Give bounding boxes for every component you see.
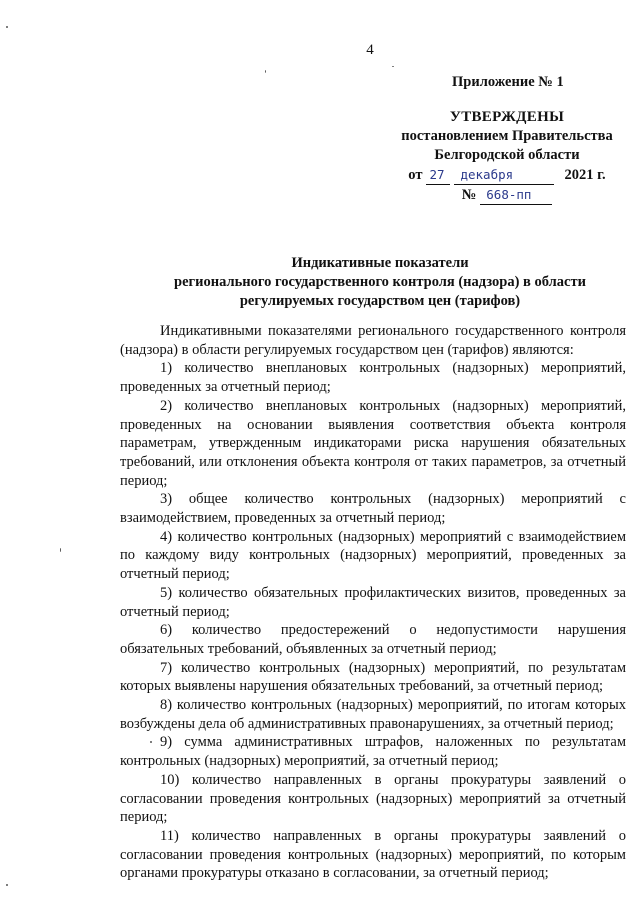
- paragraph: 8) количество контрольных (надзорных) мероприятий, по итогам которых возбуждены дела об административных правонарушениях, за отчетный период;: [120, 697, 626, 732]
- scan-speck: [392, 66, 394, 67]
- paragraph: 6) количество предостережений о недопустимости нарушения обязательных требований, объявленных за отчетный период;: [120, 622, 626, 657]
- scan-speck: [265, 70, 266, 73]
- title-line-3: регулируемых государством цен (тарифов): [239, 293, 521, 309]
- document-title: [120, 254, 640, 311]
- approval-title: УТВЕРЖДЕНЫ: [449, 109, 565, 125]
- approval-block: [384, 108, 630, 205]
- number-prefix: №: [461, 187, 477, 203]
- paragraph: 3) общее количество контрольных (надзорных) мероприятий с взаимодействием, проведенных за отчетный период;: [120, 491, 626, 527]
- scan-speck: [60, 548, 61, 552]
- document-body: [120, 322, 626, 883]
- paragraph: 10) количество направленных в органы прокуратуры заявлений о согласовании проведения контрольных (надзорных) мероприятий за отчетный период;: [120, 771, 626, 826]
- date-year: 2021 г.: [564, 167, 606, 183]
- paragraph: 11) количество направленных в органы прокуратуры заявлений о согласовании проведения контрольных (надзорных) мероприятий, по которым органами прокуратуры отказано в согласовании, за отчетный период;: [120, 827, 626, 882]
- page-number: 4: [366, 42, 374, 58]
- paragraph: 4) количество контрольных (надзорных) мероприятий с взаимодействием по каждому виду контрольных (надзорных) мероприятий, проведенных за отчетный период;: [120, 528, 626, 583]
- title-line-2: регионального государственного контроля (надзора) в области: [174, 274, 586, 290]
- paragraph: 1) количество внеплановых контрольных (надзорных) мероприятий, проведенных за отчетный период;: [120, 360, 626, 396]
- date-day: 27: [426, 165, 450, 185]
- scan-speck: [6, 884, 8, 886]
- appendix-label: Приложение № 1: [452, 74, 564, 90]
- approval-date: [384, 165, 630, 185]
- number-value: 668-пп: [480, 185, 552, 205]
- approval-line-2: Белгородской области: [434, 147, 580, 163]
- date-month: декабря: [454, 165, 554, 185]
- title-line-1: Индикативные показатели: [291, 255, 469, 271]
- paragraph: 7) количество контрольных (надзорных) мероприятий, по результатам которых выявлены нарушения обязательных требований, за отчетный период;: [120, 659, 626, 695]
- paragraph: 9) сумма административных штрафов, наложенных по результатам контрольных (надзорных) мероприятий, за отчетный период;: [120, 734, 626, 770]
- approval-number: [384, 185, 630, 205]
- paragraph: 5) количество обязательных профилактических визитов, проведенных за отчетный период;: [120, 584, 626, 620]
- date-prefix: от: [408, 167, 423, 183]
- paragraph: 2) количество внеплановых контрольных (надзорных) мероприятий, проведенных на основании выявления соответствия объекта контроля параметрам, утвержденным индикаторами риска нарушения обязательных требований, или отклонения объекта контроля от таких параметров, за отчетный период;: [120, 397, 626, 489]
- approval-line-1: постановлением Правительства: [401, 128, 613, 144]
- paragraph: Индикативными показателями регионального государственного контроля (надзора) в области регулируемых государством цен (тарифов) являются:: [120, 323, 626, 358]
- scan-speck: [150, 741, 152, 743]
- scan-speck: [6, 26, 8, 28]
